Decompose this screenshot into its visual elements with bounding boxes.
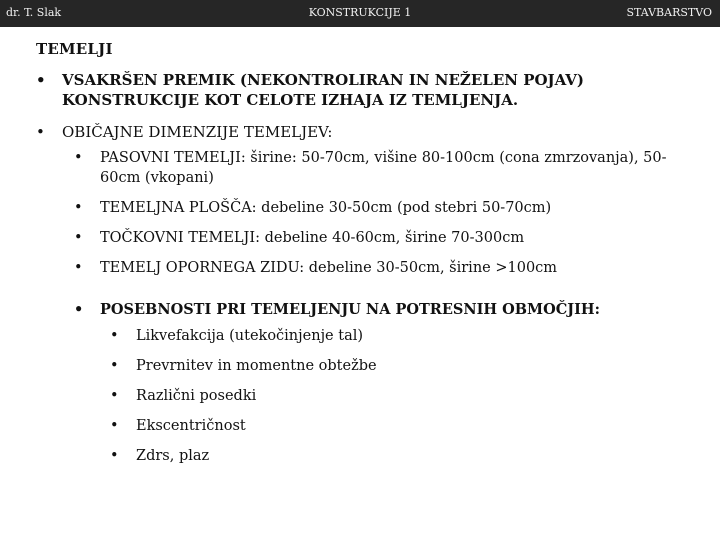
slide-title: TEMELJI bbox=[36, 40, 113, 58]
dimension-text: TEMELJ OPORNEGA ZIDU: debeline 30-50cm, širine >100cm bbox=[100, 260, 558, 276]
bullet-text: OBIČAJNE DIMENZIJE TEMELJEV: bbox=[62, 123, 333, 141]
seismic-item bbox=[110, 416, 701, 436]
subject-label: STAVBARSTVO bbox=[626, 6, 712, 19]
seismic-text: Različni posedki bbox=[136, 388, 257, 404]
author-label: dr. T. Slak bbox=[6, 6, 62, 19]
header-bar bbox=[0, 0, 720, 27]
dimension-item bbox=[74, 258, 701, 278]
seismic-section bbox=[74, 300, 701, 466]
seismic-text: Likvefakcija (utekočinjenje tal) bbox=[136, 328, 364, 344]
seismic-item bbox=[110, 446, 701, 466]
dimension-text: TEMELJNA PLOŠČA: debeline 30-50cm (pod stebri 50-70cm) bbox=[100, 200, 552, 216]
seismic-text: Ekscentričnost bbox=[136, 418, 246, 434]
dimension-text: PASOVNI TEMELJI: širine: 50-70cm, višine 80-100cm (cona zmrzovanja), 50-60cm (vkopani) bbox=[100, 150, 667, 186]
seismic-item bbox=[110, 356, 701, 376]
bullet-text: VSAKRŠEN PREMIK (NEKONTROLIRAN IN NEŽELEN POJAV) KONSTRUKCIJE KOT CELOTE IZHAJA IZ TEMLJENJA. bbox=[62, 71, 584, 109]
seismic-list bbox=[110, 326, 701, 466]
bullet-displacement bbox=[36, 70, 701, 110]
seismic-text: Prevrnitev in momentne obtežbe bbox=[136, 358, 377, 374]
seismic-item bbox=[110, 386, 701, 406]
dimension-item bbox=[74, 228, 701, 248]
course-title: KONSTRUKCIJE 1 bbox=[308, 6, 412, 19]
seismic-heading: POSEBNOSTI PRI TEMELJENJU NA POTRESNIH OBMOČJIH: bbox=[100, 301, 600, 318]
dimension-item bbox=[74, 198, 701, 218]
main-bullet-list bbox=[36, 70, 701, 476]
dimension-item bbox=[74, 148, 701, 188]
seismic-text: Zdrs, plaz bbox=[136, 448, 210, 464]
dimensions-list bbox=[74, 148, 701, 466]
seismic-item bbox=[110, 326, 701, 346]
bullet-dimensions bbox=[36, 122, 701, 466]
dimension-text: TOČKOVNI TEMELJI: debeline 40-60cm, širine 70-300cm bbox=[100, 230, 525, 246]
